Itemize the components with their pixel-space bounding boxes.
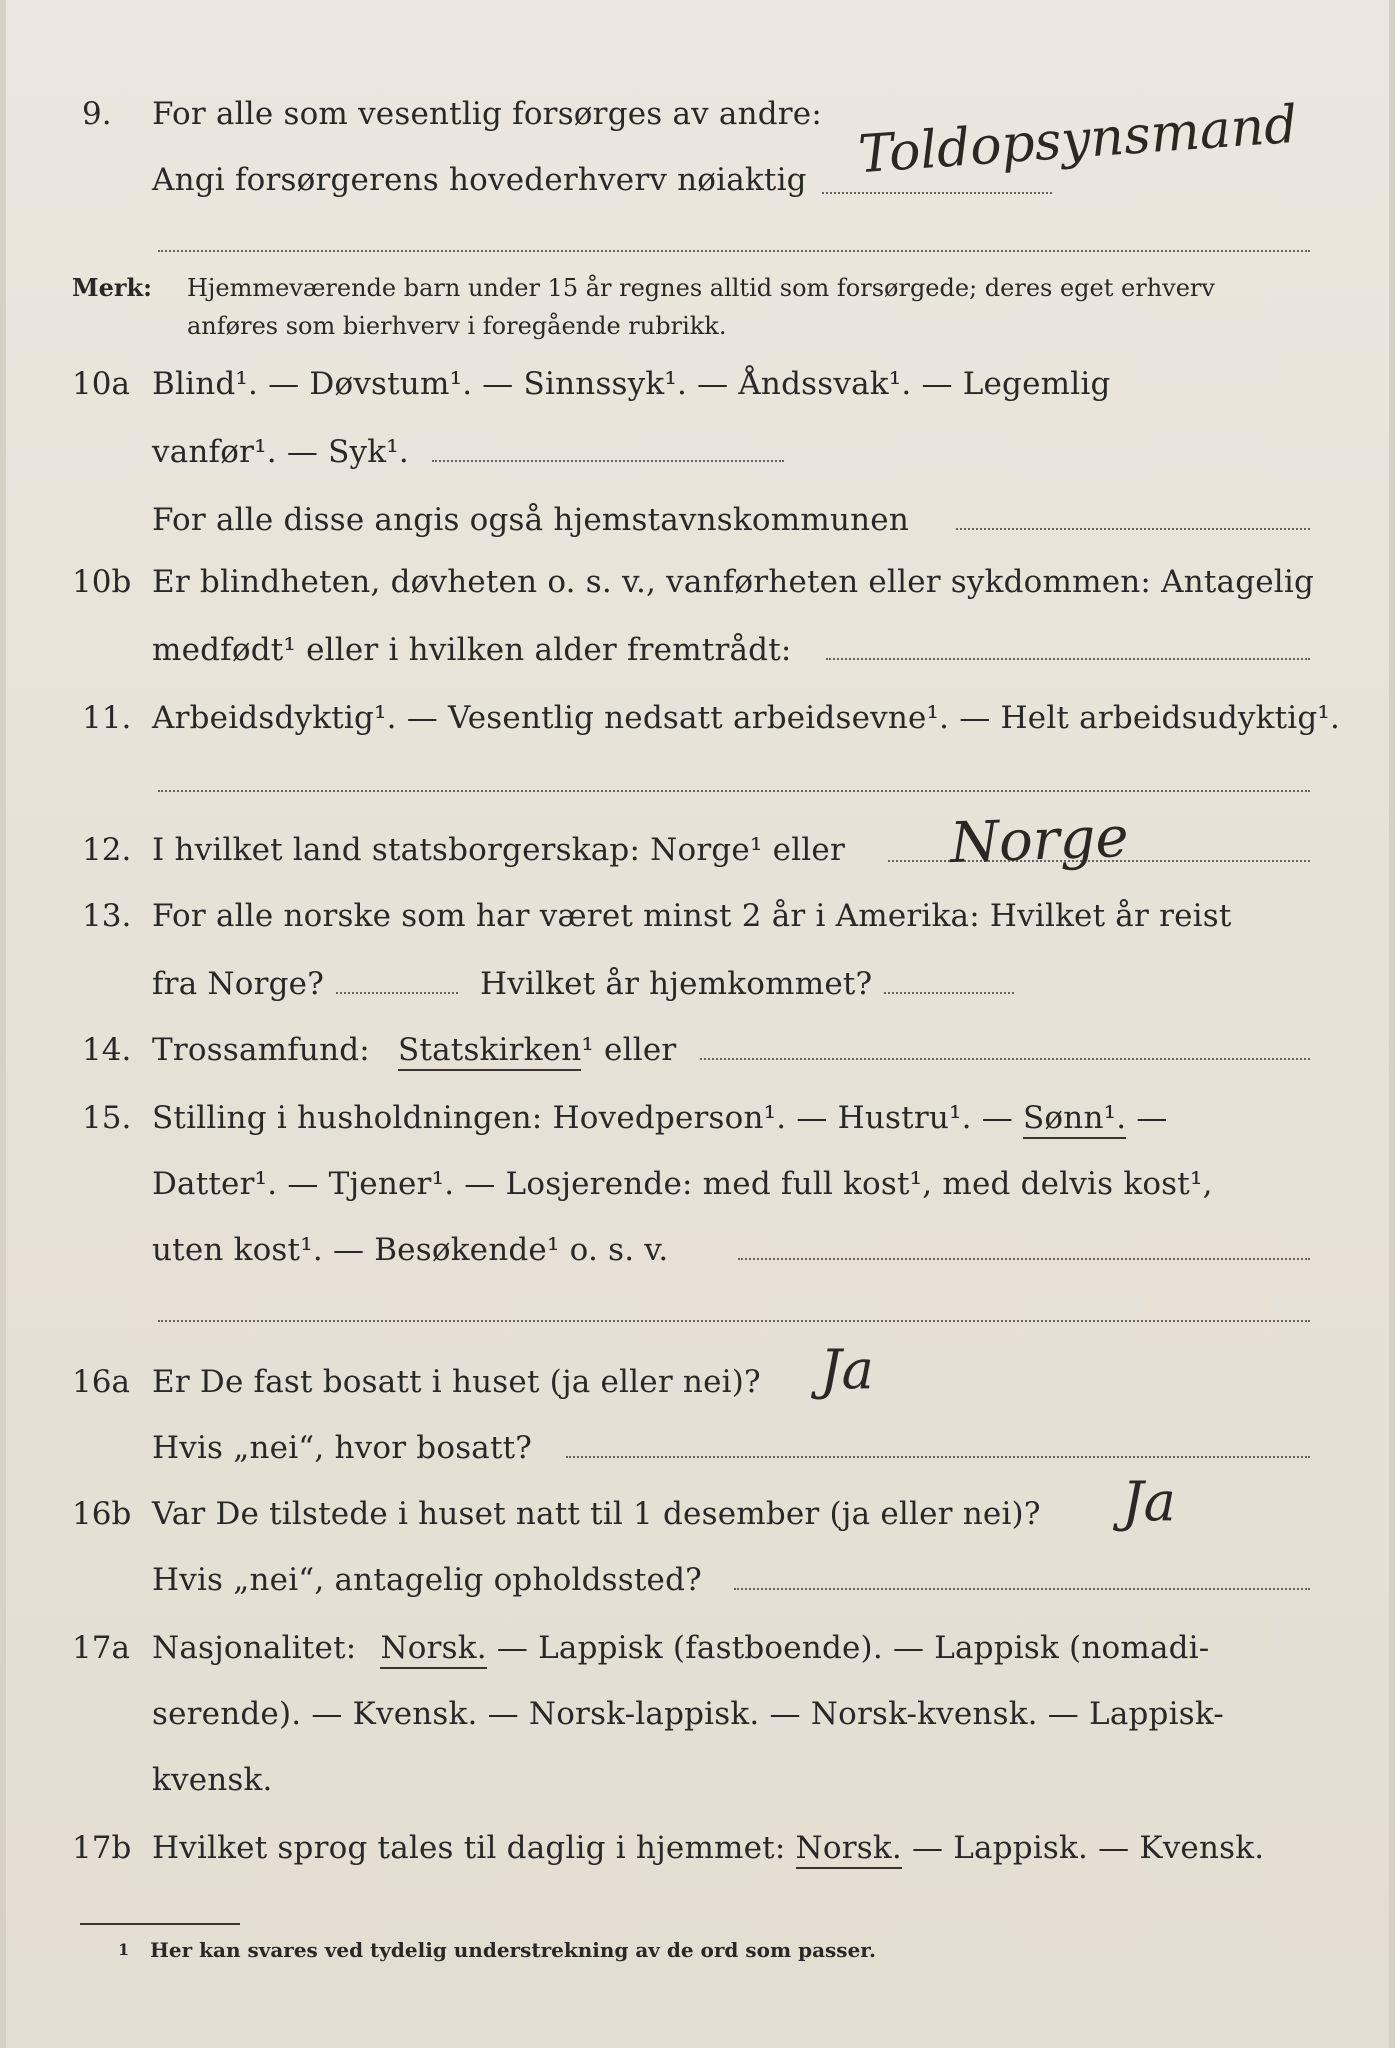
footnote-mark: 1 (118, 1940, 130, 1959)
answer-dotted-line (822, 192, 1052, 194)
question-text: medfødt¹ eller i hvilken alder fremtrådt: (152, 632, 792, 668)
question-text: — Lappisk. — Kvensk. (911, 1830, 1265, 1866)
question-text: Datter¹. — Tjener¹. — Losjerende: med full kost¹, med delvis kost¹, (152, 1166, 1213, 1202)
handwritten-answer: Ja (820, 1338, 874, 1401)
handwritten-answer: Norge (948, 804, 1130, 877)
answer-dotted-line (432, 460, 784, 462)
handwritten-answer: Toldopsynsmand (856, 94, 1300, 186)
question-number: 13. (82, 898, 132, 934)
question-text: ¹ eller (581, 1032, 677, 1068)
question-number: 16b (72, 1496, 132, 1532)
answer-dotted-line (158, 250, 1310, 252)
question-text: — (1136, 1100, 1168, 1136)
footnote-rule (80, 1923, 240, 1925)
answer-dotted-line (826, 658, 1310, 660)
question-number: 10b (72, 564, 132, 600)
question-text: vanfør¹. — Syk¹. (152, 434, 409, 470)
answer-dotted-line (566, 1456, 1310, 1458)
question-number: 10a (72, 366, 130, 402)
answer-dotted-line (738, 1258, 1310, 1260)
left-page-edge (0, 0, 6, 2048)
question-number: 12. (82, 832, 132, 868)
question-text: For alle norske som har været minst 2 år i Amerika: Hvilket år reist (152, 898, 1232, 934)
answer-dotted-line (336, 992, 458, 994)
question-text: Hvilket sprog tales til daglig i hjemmet: (152, 1830, 786, 1866)
question-number: 15. (82, 1100, 132, 1136)
question-text: Er blindheten, døvheten o. s. v., vanførheten eller sykdommen: Antagelig (152, 564, 1315, 600)
right-page-edge (1389, 0, 1395, 2048)
question-number: 16a (72, 1364, 130, 1400)
question-text: Hvis „nei“, antagelig opholdssted? (152, 1562, 702, 1598)
note-label: Merk: (72, 273, 152, 302)
answer-dotted-line (700, 1058, 1310, 1060)
answer-dotted-line (734, 1588, 1310, 1590)
answer-dotted-line (158, 790, 1310, 792)
question-number: 17b (72, 1830, 132, 1866)
footnote-text: Her kan svares ved tydelig understrekning av de ord som passer. (150, 1938, 876, 1962)
question-number: 17a (72, 1630, 130, 1666)
question-text (152, 1828, 1264, 1868)
question-text: kvensk. (152, 1762, 273, 1798)
question-text: serende). — Kvensk. — Norsk-lappisk. — Norsk-kvensk. — Lappisk- (152, 1696, 1224, 1732)
question-text: For alle som vesentlig forsørges av andre: (152, 96, 822, 132)
question-number: 14. (82, 1032, 132, 1068)
question-text: Angi forsørgerens hovederhverv nøiaktig (152, 162, 807, 198)
question-text (152, 1628, 1209, 1668)
underlined-answer: Norsk. (796, 1830, 902, 1869)
question-text: Hvis „nei“, hvor bosatt? (152, 1430, 533, 1466)
underlined-answer: Sønn¹. (1023, 1100, 1126, 1139)
question-text: uten kost¹. — Besøkende¹ o. s. v. (152, 1232, 669, 1268)
underlined-answer: Norsk. (380, 1630, 486, 1669)
handwritten-answer: Ja (1122, 1470, 1176, 1533)
question-text: I hvilket land statsborgerskap: Norge¹ eller (152, 832, 845, 868)
question-text: Hvilket år hjemkommet? (480, 966, 873, 1002)
question-text: Er De fast bosatt i huset (ja eller nei)? (152, 1364, 761, 1400)
answer-dotted-line (884, 992, 1014, 994)
question-number: 9. (82, 96, 112, 132)
question-text: Nasjonalitet: (152, 1630, 357, 1666)
question-text: Var De tilstede i huset natt til 1 desember (ja eller nei)? (152, 1496, 1041, 1532)
question-text (152, 1098, 1168, 1138)
underlined-answer: Statskirken (398, 1032, 581, 1071)
question-text: Blind¹. — Døvstum¹. — Sinnssyk¹. — Åndssvak¹. — Legemlig (152, 366, 1111, 402)
question-text: fra Norge? (152, 966, 325, 1002)
note-text: Hjemmeværende barn under 15 år regnes alltid som forsørgede; deres eget erhverv (187, 274, 1215, 302)
answer-dotted-line (158, 1320, 1310, 1322)
answer-dotted-line (956, 528, 1310, 530)
question-text: Stilling i husholdningen: Hovedperson¹. — Hustru¹. — (152, 1100, 1013, 1136)
question-text (152, 1030, 676, 1070)
note-text: anføres som bierhverv i foregående rubrikk. (187, 312, 727, 340)
question-number: 11. (82, 700, 132, 736)
question-text: Trossamfund: (152, 1032, 370, 1068)
question-text: Arbeidsdyktig¹. — Vesentlig nedsatt arbeidsevne¹. — Helt arbeidsudyktig¹. (152, 700, 1341, 736)
question-text: — Lappisk (fastboende). — Lappisk (nomadi- (496, 1630, 1210, 1666)
question-text: For alle disse angis også hjemstavnskommunen (152, 502, 909, 538)
